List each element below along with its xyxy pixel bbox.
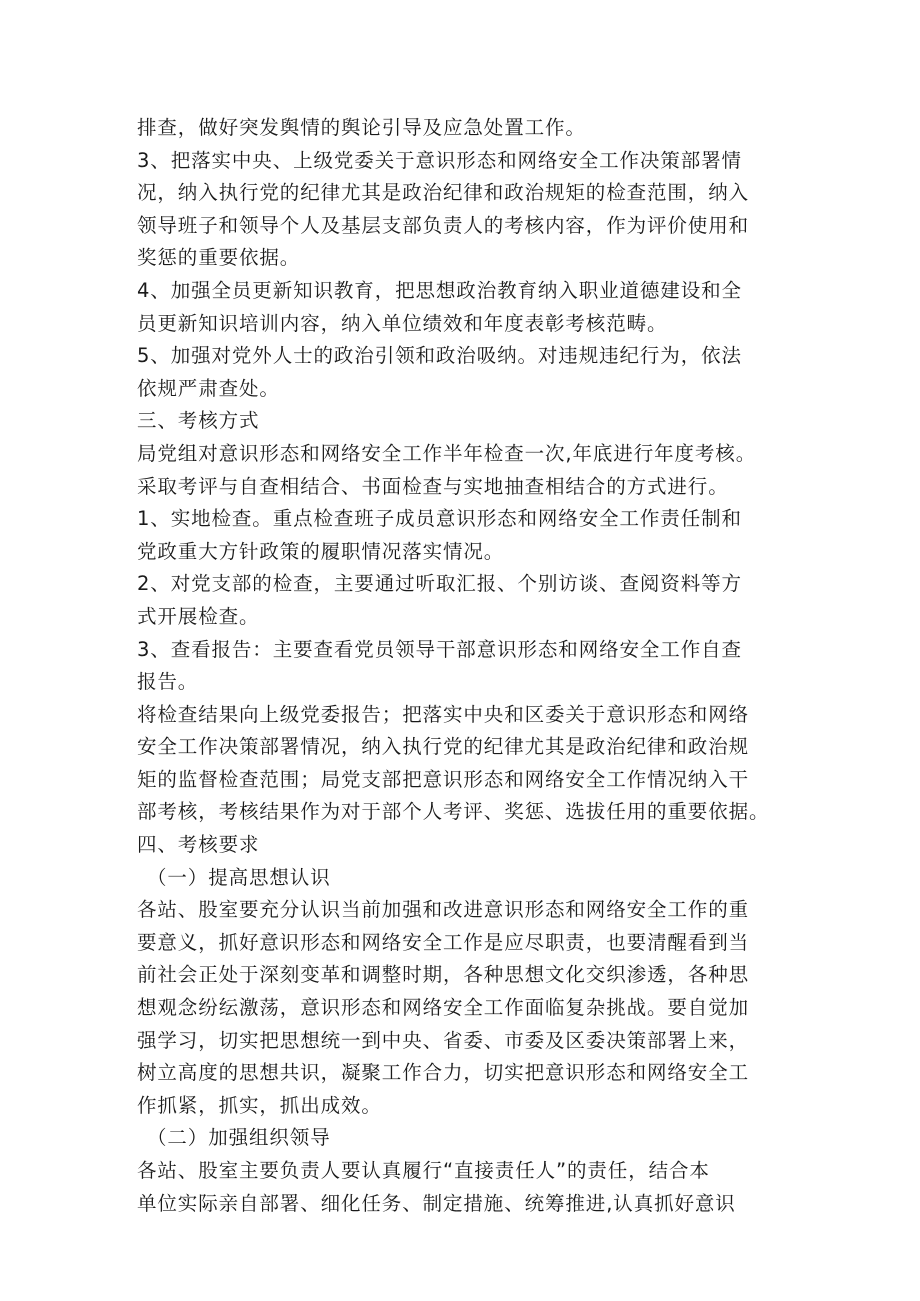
text-line: 领导班子和领导个人及基层支部负责人的考核内容，作为评价使用和 — [137, 213, 750, 237]
text-line: 党政重大方针政策的履职情况落实情况。 — [137, 539, 505, 563]
section-heading: 三、考核方式 — [137, 409, 260, 433]
text-line: 奖惩的重要依据。 — [137, 246, 301, 270]
text-line: 将检查结果向上级党委报告；把落实中央和区委关于意识形态和网络 — [137, 702, 750, 726]
document-body — [137, 112, 787, 1220]
text-line: 2、对党支部的检查，主要通过听取汇报、个别访谈、查阅资料等方 — [137, 572, 742, 596]
text-line: 局党组对意识形态和网络安全工作半年检查一次,年底进行年度考核。 — [137, 441, 757, 465]
text-line: 强学习，切实把思想统一到中央、省委、市委及区委决策部署上来， — [137, 1028, 750, 1052]
text-line: 要意义，抓好意识形态和网络安全工作是应尽职责，也要清醒看到当 — [137, 930, 750, 954]
text-line: 矩的监督检查范围；局党支部把意识形态和网络安全工作情况纳入干 — [137, 767, 750, 791]
text-line: 4、加强全员更新知识教育，把思想政治教育纳入职业道德建设和全 — [137, 278, 742, 302]
text-line: 采取考评与自查相结合、书面检查与实地抽查相结合的方式进行。 — [137, 474, 729, 498]
text-line: 各站、股室主要负责人要认真履行“直接责任人”的责任，结合本 — [137, 1159, 710, 1182]
text-line: 安全工作决策部署情况，纳入执行党的纪律尤其是政治纪律和政治规 — [137, 735, 750, 759]
text-line: 况，纳入执行党的纪律尤其是政治纪律和政治规矩的检查范围，纳入 — [137, 181, 750, 205]
text-line: 员更新知识培训内容，纳入单位绩效和年度表彰考核范畴。 — [137, 311, 668, 335]
text-line: 想观念纷纭激荡，意识形态和网络安全工作面临复杂挑战。要自觉加 — [137, 996, 750, 1020]
text-line: 1、实地检查。重点检查班子成员意识形态和网络安全工作责任制和 — [137, 507, 742, 531]
text-line: 3、查看报告：主要查看党员领导干部意识形态和网络安全工作自查 — [137, 637, 742, 661]
text-line: 5、加强对党外人士的政治引领和政治吸纳。对违规违纪行为，依法 — [137, 344, 742, 368]
subsection-heading: （二）加强组织领导 — [147, 1126, 331, 1150]
text-line: 依规严肃查处。 — [137, 376, 280, 400]
text-line: 报告。 — [137, 670, 199, 694]
text-line: 作抓紧，抓实，抓出成效。 — [137, 1093, 382, 1117]
text-line: 树立高度的思想共识，凝聚工作合力，切实把意识形态和网络安全工 — [137, 1061, 750, 1085]
text-line: 排查，做好突发舆情的舆论引导及应急处置工作。 — [137, 116, 586, 139]
text-line: 式开展检查。 — [137, 604, 260, 628]
subsection-heading: （一）提高思想认识 — [147, 865, 331, 889]
section-heading: 四、考核要求 — [137, 833, 260, 857]
text-line: 各站、股室要充分认识当前加强和改进意识形态和网络安全工作的重 — [137, 898, 750, 922]
text-line: 3、把落实中央、上级党委关于意识形态和网络安全工作决策部署情 — [137, 148, 742, 172]
text-line: 单位实际亲自部署、细化任务、制定措施、统筹推进,认真抓好意识 — [137, 1191, 736, 1215]
text-line: 部考核，考核结果作为对于部个人考评、奖惩、选拔任用的重要依据。 — [137, 800, 770, 824]
text-line: 前社会正处于深刻变革和调整时期，各种思想文化交织渗透，各种思 — [137, 963, 750, 987]
